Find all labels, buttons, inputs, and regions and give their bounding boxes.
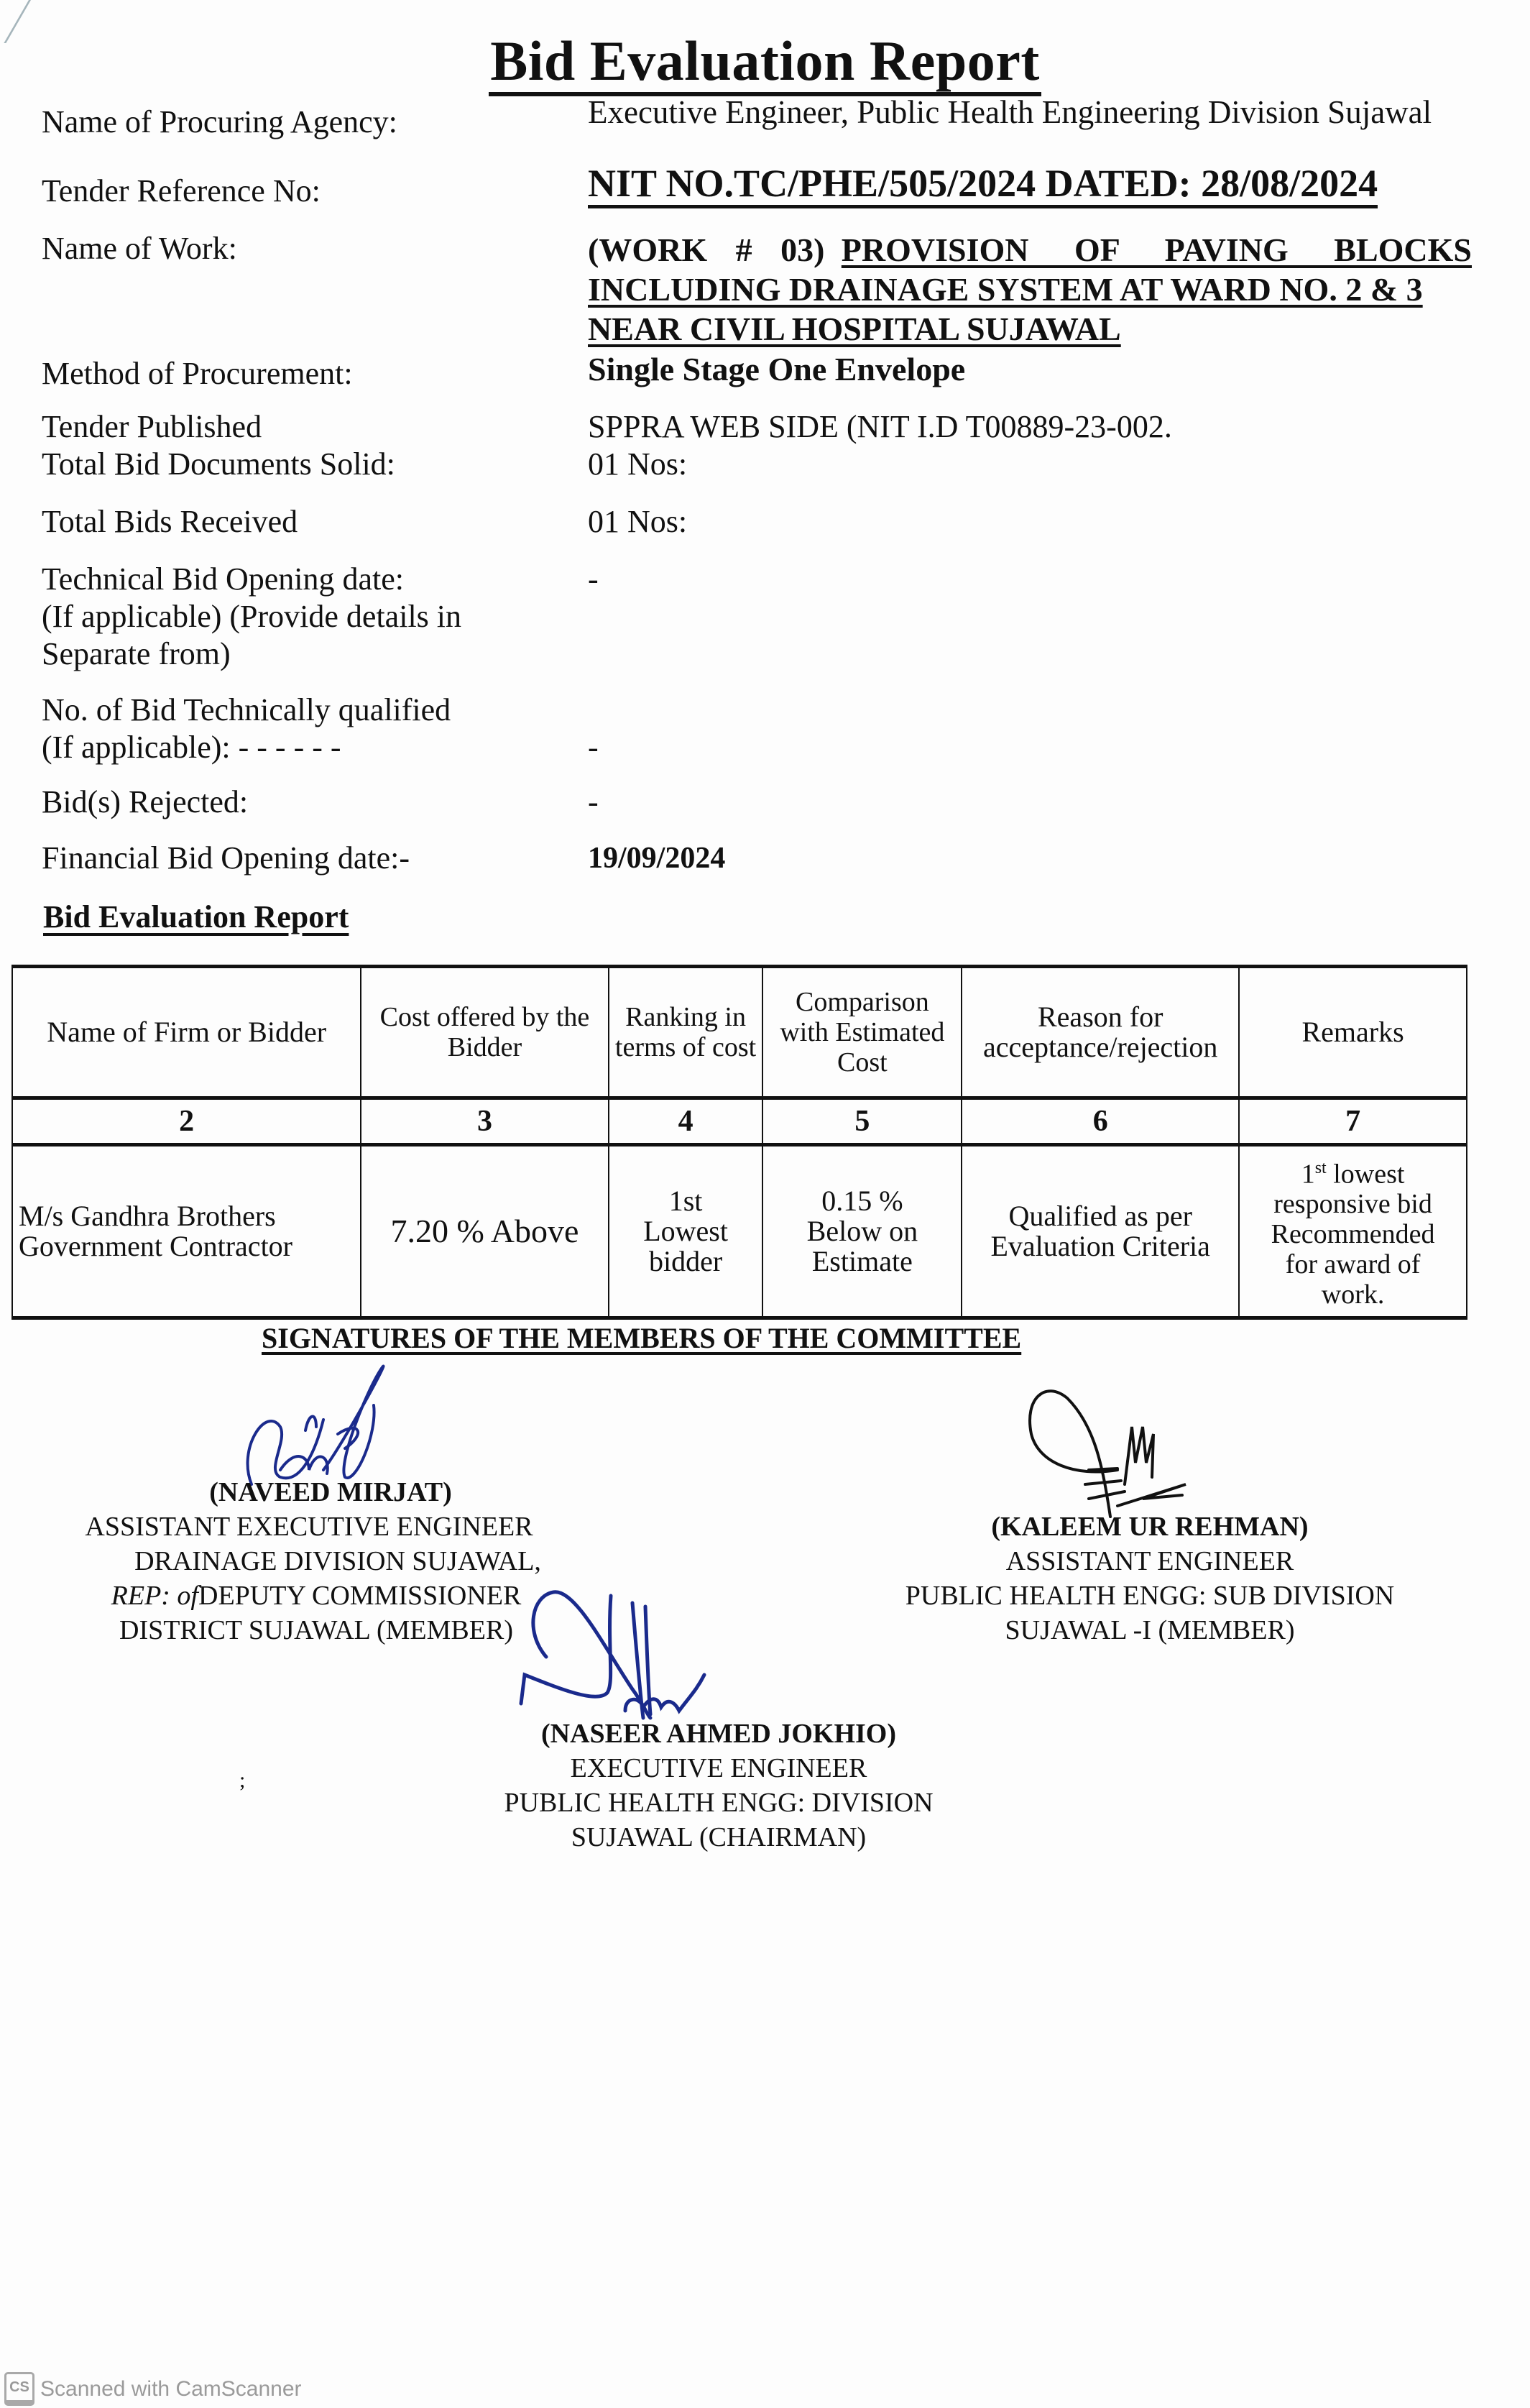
watermark-text: Scanned with CamScanner [40, 2376, 302, 2401]
member-name: (KALEEM UR REHMAN) [991, 1512, 1309, 1542]
field-value: Executive Engineer, Public Health Engineering Division Sujawal [588, 94, 1432, 130]
field-tender-published [42, 408, 1472, 446]
bid-evaluation-table [11, 965, 1467, 1320]
header-cost-offered: Cost offered by the Bidder [361, 967, 608, 1098]
field-label: Financial Bid Opening date:- [42, 840, 410, 876]
field-label: Total Bid Documents Solid: [42, 446, 395, 482]
field-value: - [588, 730, 599, 765]
header-comparison: Comparison with Estimated Cost [762, 967, 962, 1098]
cell-bidder: M/s Gandhra Brothers Government Contractor [12, 1145, 361, 1318]
field-label: Bid(s) Rejected: [42, 784, 249, 819]
field-bids-technically-qualified [42, 691, 1472, 766]
cell-remarks: 1st lowest responsive bid Recommended for award of work. [1239, 1145, 1467, 1318]
field-tender-reference [42, 162, 1472, 210]
field-value: - [588, 561, 599, 597]
camscanner-icon: CS [4, 2372, 34, 2406]
signatures-heading: SIGNATURES OF THE MEMBERS OF THE COMMITTEE [262, 1322, 1022, 1354]
cell-reason: Qualified as per Evaluation Criteria [962, 1145, 1239, 1318]
signature-kaleem-ur-rehman [1017, 1384, 1218, 1527]
field-value: 01 Nos: [588, 446, 688, 482]
header-ranking: Ranking in terms of cost [609, 967, 763, 1098]
cell-cost-offered: 7.20 % Above [361, 1145, 608, 1318]
table-row [12, 1145, 1467, 1318]
member-name: (NASEER AHMED JOKHIO) [540, 1719, 897, 1749]
tender-reference-value: NIT NO.TC/PHE/505/2024 DATED: 28/08/2024 [588, 162, 1378, 208]
field-value: 01 Nos: [588, 504, 688, 539]
column-number: 3 [361, 1098, 608, 1145]
field-label: Total Bids Received [42, 504, 298, 539]
field-value: Single Stage One Envelope [588, 351, 966, 387]
signature-block-kaleem-ur-rehman: (KALEEM UR REHMAN) ASSISTANT ENGINEER PUBLIC HEALTH ENGG: SUB DIVISION SUJAWAL -I (MEMBER) [877, 1509, 1423, 1648]
column-number: 4 [609, 1098, 763, 1145]
column-number: 2 [12, 1098, 361, 1145]
column-number: 5 [762, 1098, 962, 1145]
field-name-of-work [42, 230, 1472, 349]
field-financial-bid-opening [42, 840, 1472, 877]
signature-block-naveed-mirjat: (NAVEED MIRJAT) ASSISTANT EXECUTIVE ENGINEER DRAINAGE DIVISION SUJAWAL, REP: ofDEPUTY COMMISSIONER DISTRICT SUJAWAL (MEMBER) [72, 1475, 561, 1648]
signature-naveed-mirjat [237, 1362, 410, 1492]
field-label: Technical Bid Opening date: (If applicable) (Provide details in Separate from) [42, 561, 462, 671]
field-label: Name of Procuring Agency: [42, 104, 397, 139]
signature-naseer-ahmed-jokhio [517, 1589, 755, 1732]
field-label: Name of Work: [42, 231, 237, 266]
document-title: Bid Evaluation Report [0, 29, 1530, 93]
column-number-row [12, 1098, 1467, 1145]
cell-comparison: 0.15 % Below on Estimate [762, 1145, 962, 1318]
header-remarks: Remarks [1239, 967, 1467, 1098]
header-bidder: Name of Firm or Bidder [12, 967, 361, 1098]
field-bids-rejected [42, 783, 1472, 821]
column-number: 6 [962, 1098, 1239, 1145]
field-label: No. of Bid Technically qualified (If applicable): - - - - - - [42, 692, 451, 765]
name-of-work-value: (WORK # 03) PROVISION OF PAVING BLOCKS INCLUDING DRAINAGE SYSTEM AT WARD NO. 2 & 3 NEAR CIVIL HOSPITAL SUJAWAL [588, 231, 1472, 347]
field-value: - [588, 784, 599, 819]
cell-ranking: 1st Lowest bidder [609, 1145, 763, 1318]
column-number: 7 [1239, 1098, 1467, 1145]
field-total-bid-documents-sold [42, 446, 1472, 483]
field-total-bids-received [42, 503, 1472, 541]
field-value: SPPRA WEB SIDE (NIT I.D T00889-23-002. [588, 409, 1172, 444]
field-value: 19/09/2024 [588, 842, 726, 875]
field-procuring-agency [42, 93, 1472, 141]
field-label: Tender Published [42, 409, 262, 444]
field-technical-bid-opening [42, 561, 1472, 673]
table-header-row [12, 967, 1467, 1098]
field-label: Tender Reference No: [42, 173, 321, 208]
camscanner-watermark [4, 2372, 302, 2406]
field-method-of-procurement [42, 351, 1472, 392]
evaluation-section-title: Bid Evaluation Report [43, 899, 349, 934]
signature-block-naseer-ahmed-jokhio: (NASEER AHMED JOKHIO) EXECUTIVE ENGINEER PUBLIC HEALTH ENGG: DIVISION SUJAWAL (CHAIRMAN) [446, 1717, 992, 1855]
member-name: (NAVEED MIRJAT) [209, 1477, 452, 1507]
header-reason: Reason for acceptance/rejection [962, 967, 1239, 1098]
field-label: Method of Procurement: [42, 356, 353, 391]
stray-mark: ; [239, 1768, 246, 1792]
